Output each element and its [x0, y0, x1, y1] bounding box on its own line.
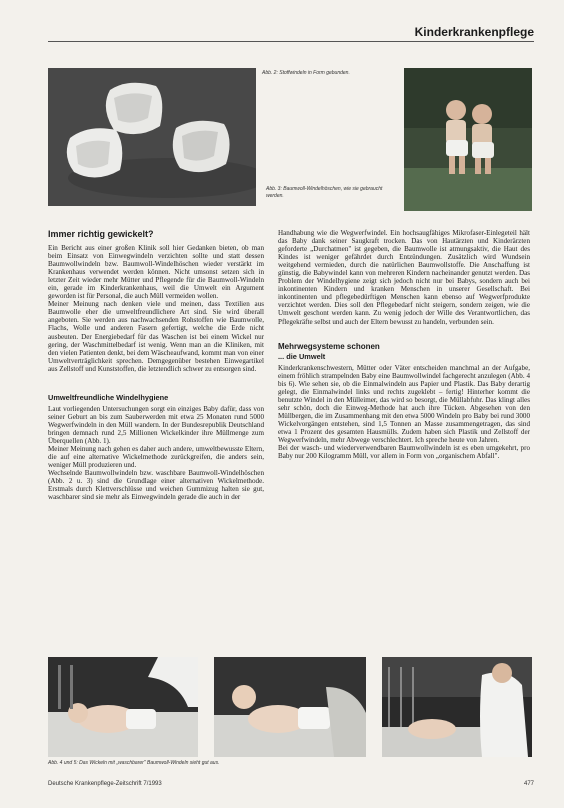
diapers-illustration	[48, 68, 256, 206]
page-footer	[48, 781, 534, 791]
journal-name: Deutsche Krankenpflege-Zeitschrift 7/1993	[48, 781, 162, 787]
caption-abb2: Abb. 2: Stoffwindeln in Form gebunden.	[262, 70, 350, 76]
article-column-left	[48, 229, 264, 501]
children-illustration	[404, 68, 532, 211]
paragraph: Handhabung wie die Wegwerfwindel. Ein hochsaugfähiges Mikrofaser-Einlegeteil hält das Baby dank seiner Saugkraft trocken. Das von Hautärzten und Kinderärzten geforderte „Durchatmen" ist gegeben, die Baumwolle ist atmungsaktiv, die Haut des Kindes ist weniger gefährdet durch Entzündungen. Zusätzlich wird Wundsein weitgehend vermieden, durch die natürlichen Baumwollstoffe. Die Anschaffung ist günstig, die Babywindel kann von mehreren Kindern nacheinander genutzt werden. Das Problem der Windelhygiene zeigt sich jedoch nicht nur bei Babys, sondern auch bei inkontinenten Kindern und kranken Menschen in unserer Gesellschaft. Bei inkontinenten und pflegebedürftigen Menschen kann ebenso auf Wegwerfprodukte verzichtet werden. Dies soll den Pflegebedarf nicht steigern, sondern zeigen, wie die Umwelt geschont werden kann. Zu wenig jedoch der Wille des Verantwortlichen, das Pflegekräfte selbst und auch der Eltern bewusst zu handeln, verbunden sein.	[278, 229, 530, 326]
caption-abb45: Abb. 4 und 5: Das Wickeln mit „waschbarer" Baumwoll-Windeln sieht gut aus.	[48, 760, 220, 766]
heading-immer-richtig: Immer richtig gewickelt?	[48, 229, 154, 239]
heading-umweltfreundliche: Umweltfreundliche Windelhygiene	[48, 392, 169, 402]
paragraph: Meiner Meinung nach gehen es daher auch andere, umweltbewusste Eltern, die auf eine alternative Wickelmethode zurückgreifen, die anders sein, weniger Müll produzieren und.	[48, 444, 264, 470]
paragraph: Ein Bericht aus einer großen Klinik soll hier Gedanken bieten, ob man beim Einsatz von Einwegwindeln verzichten sollte und statt dessen Baumwollwindeln bzw. Baumwoll-Windelhöschen wieder verstärkt im Krankenhaus verwendet werden können. Nicht umsonst setzen sich in letzter Zeit wieder mehr Mütter und Pflegende für die Baumwoll-Windeln ein, gerade im Kinderkrankenhaus, weil die Umwelt ein Argument geworden ist für Personal, die auch Müll vermeiden wollen.	[48, 244, 264, 301]
running-header	[48, 25, 534, 37]
baby-changing-illustration	[214, 657, 366, 757]
subheading-umwelt: ... die Umwelt	[278, 351, 326, 361]
paragraph: Meiner Meinung nach denken viele und meinen, dass Textilien aus Baumwolle eher die umweltfreundlichere Art sind. Sie wird überall angeboten. Sie werden aus nachwachsenden Rohstoffen wie Baumwolle, Flachs, Wolle und anderen Fasern gefertigt, welche die Erde nicht ausbeuten. Der Energiebedarf für das Waschen ist bei einem Wickel nur gering, der Waschmittelbedarf ist wenig. Wenn man an die Kliniken, mit den vielen Patienten denkt, bei dem Wäscheaufwand, kommt man von einer Umweltverträglichkeit sprechen. Demgegenüber bestehen Einwegartikel aus Zellstoff und Kunststoffen, die letztendlich schwer zu entsorgen sind.	[48, 300, 264, 373]
article-column-right	[278, 229, 530, 460]
baby-changing-illustration	[48, 657, 198, 757]
nurse-illustration	[382, 657, 532, 757]
caption-abb3: Abb. 3: Baumwoll-Windelhöschen, wie sie gebraucht werden.	[266, 186, 383, 199]
paragraph: Kinderkrankenschwestern, Mütter oder Väter entscheiden manchmal an der Aufgabe, einem fröhlich strampelnden Baby eine Baumwollwindel fachgerecht anzulegen (Abb. 4 bis 6). Wie sehen sie, ob die Einmalwindeln aus Papier und Plastik. Das Baby derartig gelegt, die Einmalwindel links und rechts zugeklebt – fertig! Hinterher kommt die benutzte Windel in den Mülleimer, das wird so besorgt, die Müllabfuhr. Das klingt alles sehr schön, doch die Einweg-Methode hat auch ihre Tücken. Abgesehen von den Müllbergen, die im Zusammenhang mit den etwa 5000 Windeln pro Baby bei rund 3000 Wickelvorgängen entstehen, sind 1,5 Tonnen an Masse zusammengetragen, das sind etwa 1 Prozent des gesamten Hausmülls. Zudem haben sich Plastik und Zellstoff der Wegwerfwindeln, mehr Abwege verschlechtert. Ich spreche heute von Jahren.	[278, 363, 530, 444]
photo-baby-changing-2	[214, 657, 366, 757]
paragraph: Bei der wasch- und wiederverwendbaren Baumwollwindeln ist es eben umgekehrt, pro Baby nur 200 Kilogramm Müll, vor allem in Form von „organischem Abfall".	[278, 444, 530, 461]
page-number: 477	[523, 781, 534, 787]
photo-baby-changing-1	[48, 657, 198, 757]
header-rule	[48, 41, 534, 42]
section-title: Kinderkrankenpflege	[414, 25, 534, 39]
photo-children-outdoors	[404, 68, 532, 211]
paragraph: Laut vorliegenden Untersuchungen sorgt ein einziges Baby dafür, dass von seiner Geburt an bis zum Sauberwerden mit etwa 25 Monaten rund 5000 Wegwerfwindeln in den Müll wandern. In der Bundesrepublik Deutschland bringen demnach rund 2,5 Millionen Wickelkinder ihre Müllmenge zum Überquellen (Abb. 1).	[48, 404, 264, 445]
paragraph: Wechselnde Baumwollwindeln bzw. waschbare Baumwoll-Windelhöschen (Abb. 2 u. 3) sind die Grundlage einer alternativen Wickelmethode. Erstmals durch Klettverschlüsse und weichen Gummizug halten sie gut, waschbarer sind sie mehr als Einwegwindeln gerade die auch in der	[48, 469, 264, 502]
photo-cloth-diapers	[48, 68, 256, 206]
photo-nurse-changing	[382, 657, 532, 757]
heading-mehrwegsysteme: Mehrwegsysteme schonen	[278, 341, 380, 351]
